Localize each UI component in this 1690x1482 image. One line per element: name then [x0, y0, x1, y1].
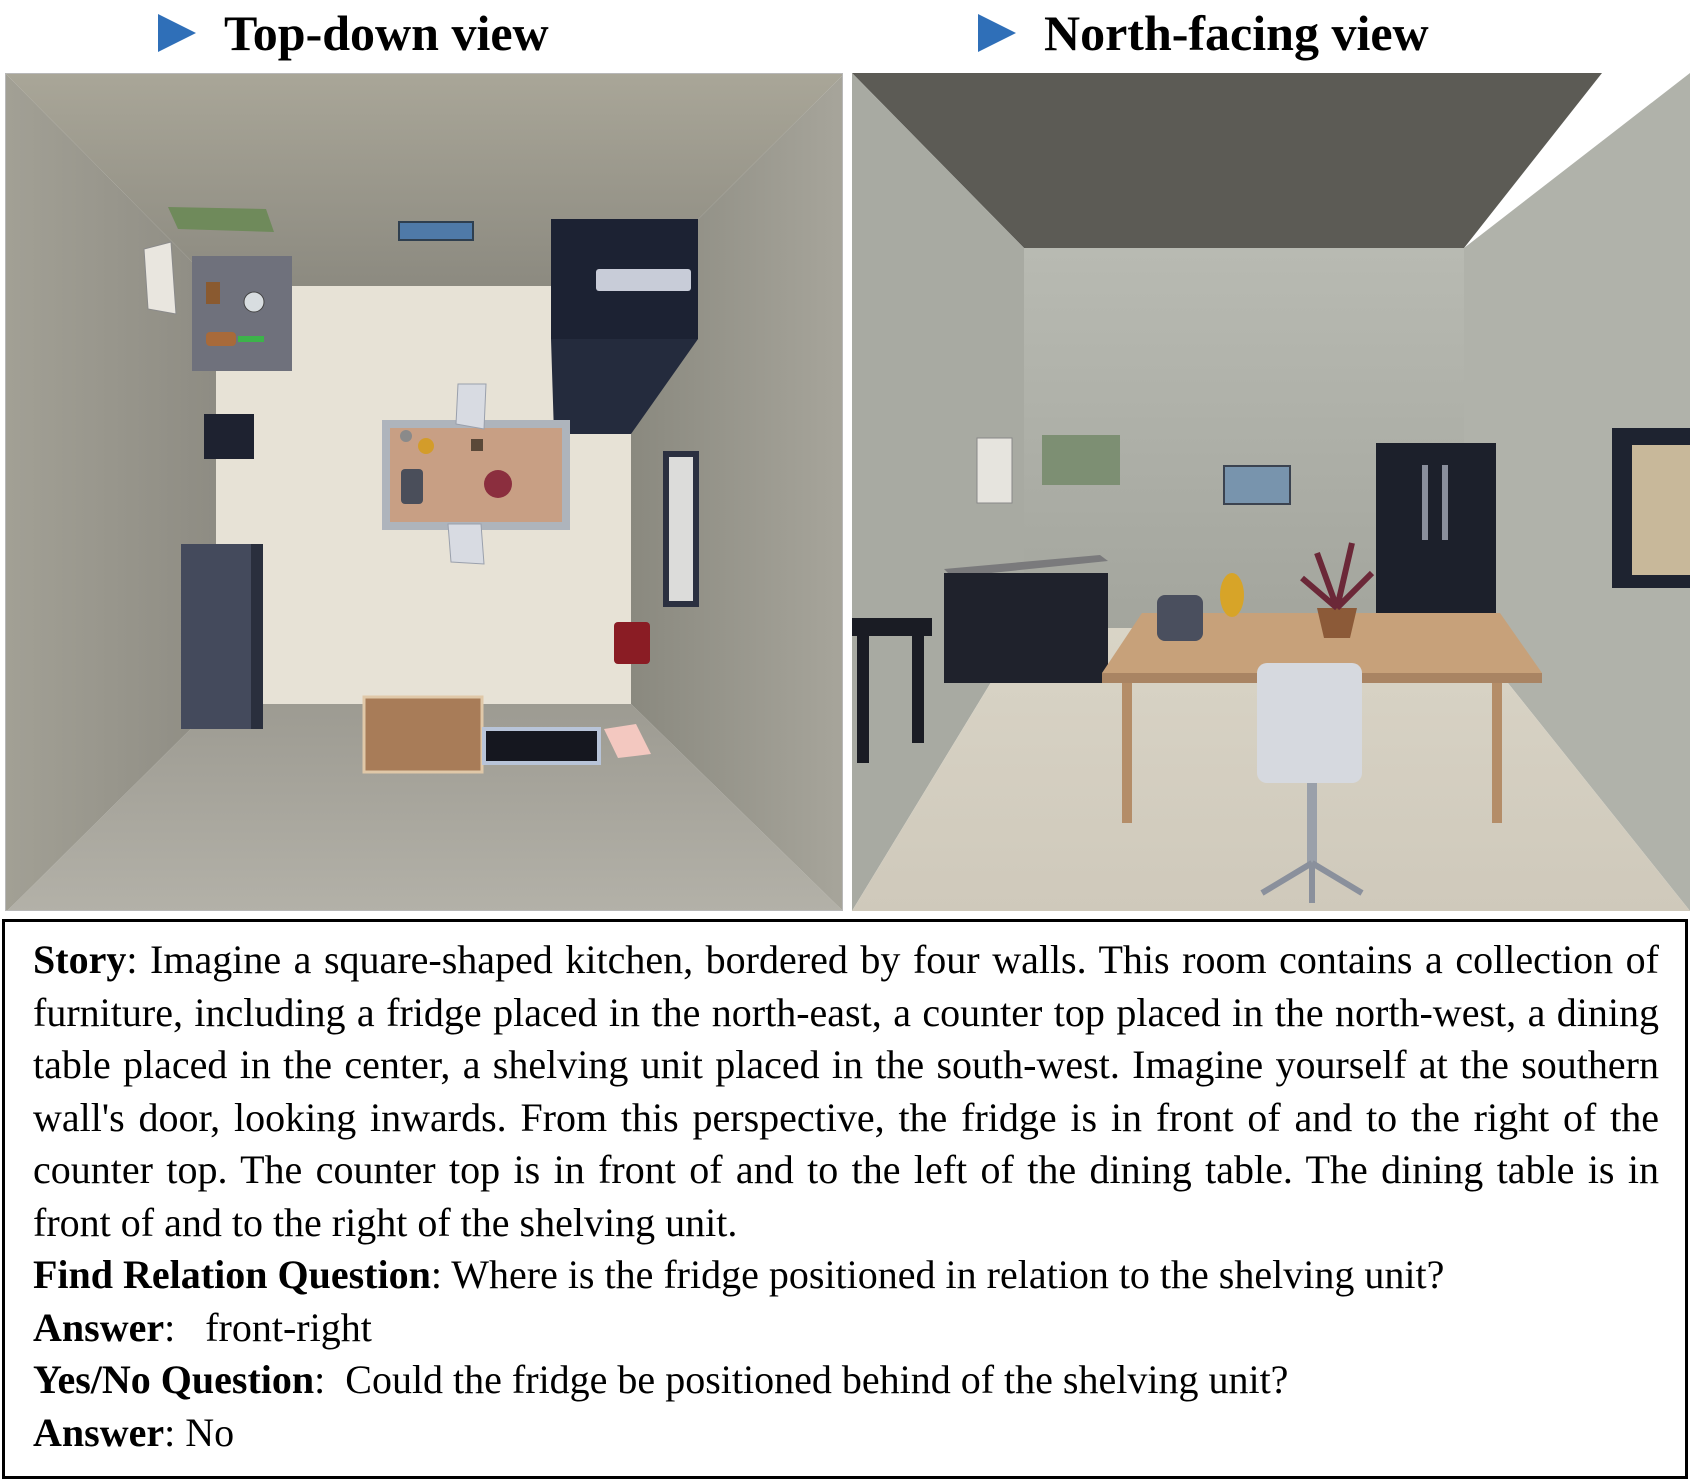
counter-cabinet [944, 573, 1108, 683]
green-item [238, 336, 264, 342]
table-leg [1122, 683, 1132, 823]
shelving-unit-side [251, 544, 263, 729]
yes-no-answer: Answer: No [33, 1409, 235, 1455]
story-paragraph: Story: Imagine a square-shaped kitchen, bordered by four walls. This room contains a collection of furniture, including a fridge placed in the north-east, a counter top placed in the north-west, a dining table placed in the center, a shelving unit placed in the south-west. Imagine yourself at the southern wall's door, looking inwards. From this perspective, the fridge is in front of and to the right of the counter top. The counter top is in front of and to the left of the dining table. The dining table is in front of and to the right of the shelving unit. [33, 937, 1660, 1245]
portrait-painting [977, 438, 1012, 503]
chair-south [448, 524, 484, 564]
fridge-handle-right [1442, 465, 1448, 540]
story-label: Story [33, 937, 127, 982]
north-facing-kitchen-render [852, 73, 1690, 911]
find-relation-question: Find Relation Question: Where is the fridge positioned in relation to the shelving unit? [33, 1252, 1445, 1297]
plant-pot [1317, 608, 1357, 638]
top-down-view-heading [158, 2, 549, 64]
landscape-painting [168, 207, 274, 232]
triangle-bullet-icon [978, 14, 1016, 52]
north-facing-view-heading [978, 2, 1429, 64]
table-leg [1492, 683, 1502, 823]
counter-top [192, 256, 292, 371]
photo-frame [399, 222, 473, 240]
stool-leg [912, 633, 924, 743]
yes-no-question-text: Could the fridge be positioned behind of the shelving unit? [345, 1357, 1289, 1402]
find-relation-question-label: Find Relation Question [33, 1252, 431, 1297]
toaster [401, 469, 423, 504]
story-box [2, 919, 1688, 1479]
landscape-painting [1042, 435, 1120, 485]
chair-back [1257, 663, 1362, 783]
find-relation-answer: Answer: front-right [33, 1304, 372, 1350]
window [666, 454, 696, 604]
cup [400, 430, 412, 442]
top-down-view-image [5, 73, 843, 911]
yes-no-question-label: Yes/No Question [33, 1357, 315, 1402]
fridge-handle-left [1422, 465, 1428, 540]
small-box [471, 439, 483, 451]
stool [204, 414, 254, 459]
top-down-kitchen-render [6, 74, 843, 911]
portrait-painting [144, 242, 176, 314]
answer-text: front-right [205, 1304, 372, 1350]
chair-post [1307, 783, 1317, 863]
floor-mat [484, 729, 599, 763]
jar [206, 282, 220, 304]
yes-no-question: Yes/No Question: Could the fridge be positioned behind of the shelving unit? [33, 1357, 1289, 1402]
story-text: Imagine a square-shaped kitchen, bordered by four walls. This room contains a collection of furniture, including a fridge placed in the north-east, a counter top placed in the north-west, a dining table placed in the center, a shelving unit placed in the south-west. Imagine yourself at the southern wall's door, looking inwards. From this perspective, the fridge is in front of and to the right of the counter top. The counter top is in front of and to the left of the dining table. The dining table is in front of and to the right of the shelving unit. [33, 937, 1660, 1245]
chair-north [456, 384, 486, 429]
trash-bin [614, 622, 650, 664]
north-facing-view-title: North-facing view [1044, 5, 1429, 61]
vase [1220, 573, 1244, 617]
bread [206, 332, 236, 346]
answer-label: Answer [33, 1409, 165, 1455]
window-view [1632, 445, 1690, 575]
photo-frame [1224, 466, 1290, 504]
stool-leg [857, 633, 869, 763]
find-relation-question-text: Where is the fridge positioned in relation to the shelving unit? [451, 1252, 1445, 1297]
shelving-unit [181, 544, 251, 729]
toaster [1157, 595, 1203, 641]
north-facing-view-image [852, 73, 1690, 911]
answer-text: No [185, 1409, 235, 1455]
plant [484, 470, 512, 498]
fridge-handle [596, 269, 691, 291]
vase [418, 438, 434, 454]
door [364, 697, 482, 772]
answer-label: Answer [33, 1304, 165, 1350]
top-down-view-title: Top-down view [224, 5, 549, 61]
bowl [244, 292, 264, 312]
triangle-bullet-icon [158, 14, 196, 52]
